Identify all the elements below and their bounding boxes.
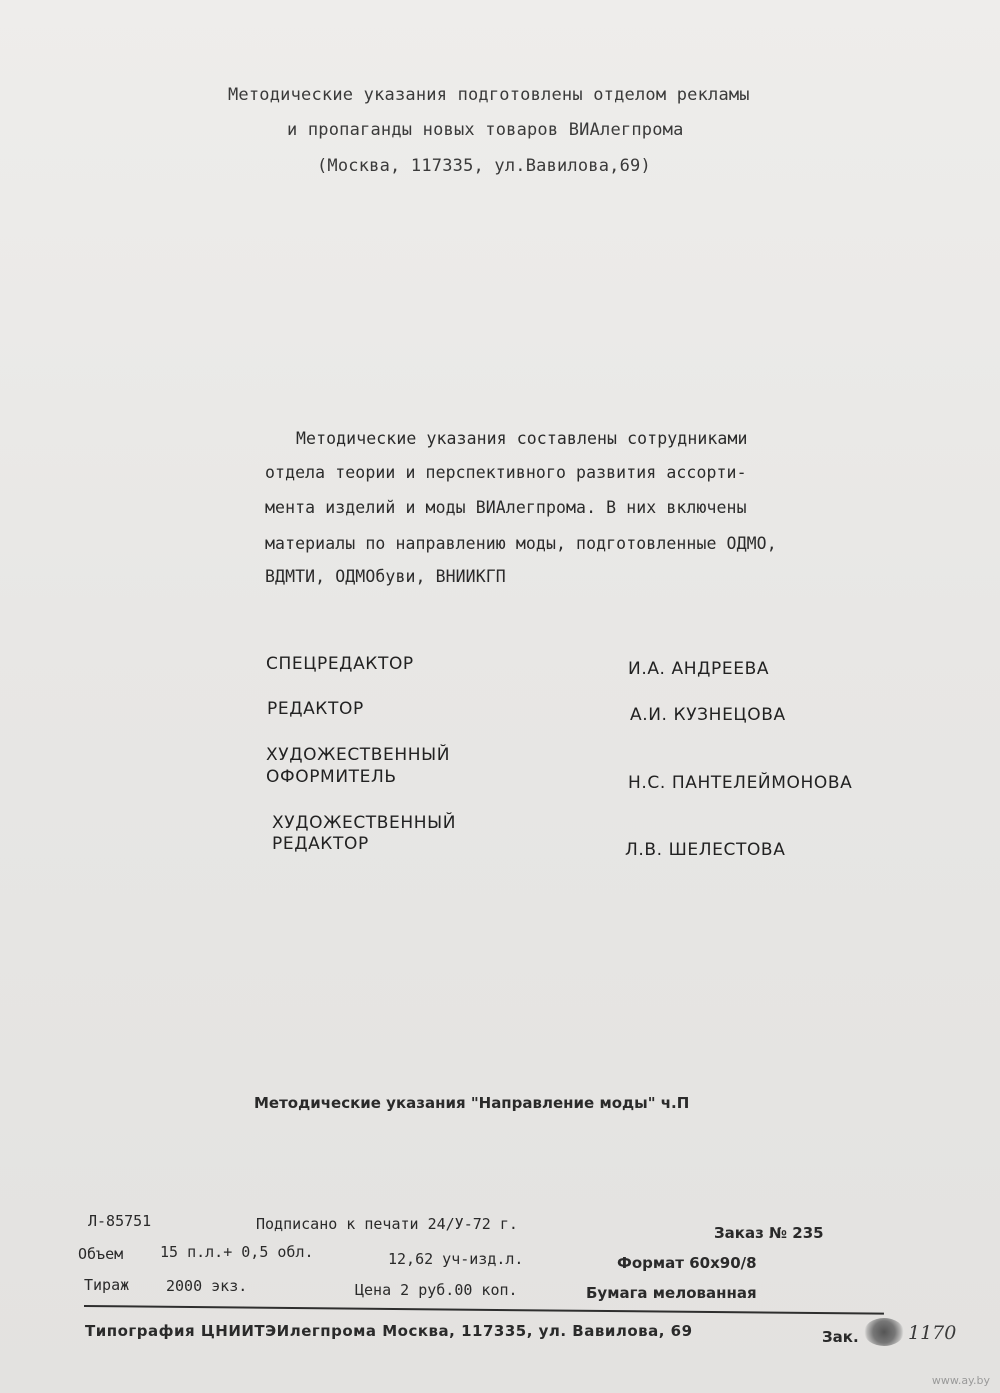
staff-role-art-designer-line1: ХУДОЖЕСТВЕННЫЙ [266,745,451,765]
paragraph-line-3: мента изделий и моды ВИАлегпрома. В них включены [265,498,747,517]
imprint-printer: Типография ЦНИИТЭИлегпрома Москва, 117335, ул. Вавилова, 69 [85,1322,693,1340]
staff-name-art-designer: Н.С. ПАНТЕЛЕЙМОНОВА [628,773,853,793]
header-line-1: Методические указания подготовлены отделом рекламы [228,85,750,105]
publication-title: Методические указания "Направление моды" ч.П [254,1094,690,1112]
header-line-3: (Москва, 117335, ул.Вавилова,69) [317,156,651,176]
staff-name-special-editor: И.А. АНДРЕЕВА [628,659,770,679]
paragraph-line-5: ВДМТИ, ОДМОбуви, ВНИИКГП [265,567,506,586]
staff-role-art-editor-line1: ХУДОЖЕСТВЕННЫЙ [272,813,457,833]
staff-name-editor: А.И. КУЗНЕЦОВА [630,705,786,725]
paragraph-line-4: материалы по направлению моды, подготовленные ОДМО, [265,534,777,553]
staff-role-art-editor-line2: РЕДАКТОР [272,834,369,854]
imprint-divider [84,1305,884,1315]
staff-role-editor: РЕДАКТОР [267,699,364,719]
paragraph-line-1: Методические указания составлены сотрудниками [296,429,748,448]
imprint-printer-order-label: Зак. [822,1328,859,1346]
watermark: www.ay.by [931,1374,990,1387]
imprint-format: Формат 60х90/8 [617,1254,757,1272]
imprint-volume-edit: 12,62 уч-изд.л. [388,1250,524,1268]
imprint-run-label: Тираж [84,1276,130,1294]
ink-stamp-blot [864,1318,904,1346]
imprint-order: Заказ № 235 [714,1224,824,1242]
handwritten-number: 1170 [908,1322,957,1344]
paragraph-line-2: отдела теории и перспективного развития ассорти- [265,463,747,482]
staff-name-art-editor: Л.В. ШЕЛЕСТОВА [625,840,786,860]
imprint-volume-label: Объем [78,1245,124,1263]
imprint-signed: Подписано к печати 24/У-72 г. [256,1215,518,1233]
imprint-run-value: 2000 экз. [166,1277,248,1295]
staff-role-art-designer-line2: ОФОРМИТЕЛЬ [266,767,397,787]
imprint-price: Цена 2 руб.00 коп. [355,1281,518,1299]
staff-role-special-editor: СПЕЦРЕДАКТОР [266,654,414,674]
imprint-code: Л-85751 [88,1212,152,1230]
imprint-paper: Бумага мелованная [586,1284,757,1302]
header-line-2: и пропаганды новых товаров ВИАлегпрома [287,120,684,140]
imprint-volume-value: 15 п.л.+ 0,5 обл. [160,1243,314,1261]
